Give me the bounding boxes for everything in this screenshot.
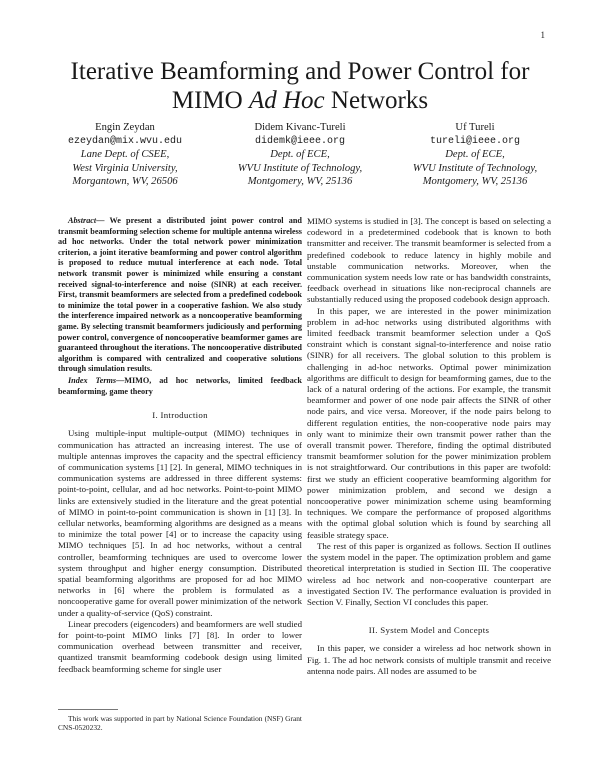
- author-name: Uf Tureli: [455, 122, 495, 133]
- right-column: [307, 216, 551, 677]
- author-3: [390, 121, 560, 189]
- title-italic: Ad Hoc: [248, 87, 325, 114]
- left-column: [58, 216, 302, 675]
- title-suffix: Networks: [330, 87, 429, 114]
- paper-title: [0, 57, 600, 115]
- title-line-1: Iterative Beamforming and Power Control for: [70, 58, 530, 85]
- author-email: ezeydan@mix.wvu.edu: [67, 135, 183, 147]
- author-name: Didem Kivanc-Tureli: [254, 122, 346, 133]
- title-prefix: MIMO: [171, 87, 243, 114]
- paragraph: Linear precoders (eigencoders) and beamformers are well studied for point-to-point MIMO links [7] [8]. In order to lower communication overhead between transmitter and receiver, quantized transmit beamforming codebook design using limited feedback beamforming scheme for single user: [58, 618, 302, 674]
- author-institution: WVU Institute of Technology,: [412, 162, 538, 174]
- abstract: [58, 216, 302, 375]
- paragraph: Using multiple-input multiple-output (MIMO) techniques in communication has attracted an increasing interest. The use of multiple antennas improves the capacity and the spectral efficiency of communication systems [1] [2]. In general, MIMO techniques in communication systems are addressed in three different systems: point-to-point, cellular, and ad hoc networks. Point-to-point MIMO links are extensively studied in the literature and the great potential of MIMO in point-to-point communication is shown in [1] [3]. In cellular networks, beamforming algorithms are designed as a means to minimize the total power [4] or to increase the capacity using MIMO techniques [5]. In ad hoc networks, without a central controller, beamforming techniques are used to overcome lower system throughput and higher energy consumption. Distributed spatial beamforming algorithms are proposed for ad hoc MIMO networks in [6] where the problem is formulated as a noncooperative game for overall power minimization of the network under a quality-of-service (QoS) constraint.: [58, 428, 302, 618]
- section-heading-introduction: I. Introduction: [152, 410, 208, 421]
- author-dept: Lane Dept. of CSEE,: [80, 149, 170, 160]
- author-dept: Dept. of ECE,: [270, 149, 330, 160]
- paragraph: The rest of this paper is organized as follows. Section II outlines the system model in the paper. The optimization problem and game theoretical interpretation is studied in Section III. The cooperative wireless ad hoc network and non-cooperative counterpart are investigated Section IV. The performance evaluation is provided in Section V. Finally, Section VI concludes this paper.: [307, 540, 551, 607]
- author-location: Montgomery, WV, 25136: [422, 176, 528, 187]
- author-email: didemk@ieee.org: [254, 135, 345, 147]
- title-line-2: [0, 86, 600, 115]
- author-1: [40, 121, 210, 189]
- paragraph: In this paper, we are interested in the power minimization problem in ad-hoc networks using distributed algorithms with limited feedback transmit beamformer selection under a QoS constraint which is constant signal-to-interference and noise ratio (SINR) for all receivers. The global solution to this problem is challenging in ad-hoc networks. Optimal power minimization algorithms are difficult to design for beamforming games, due to the lack of a natural ordering of the actions. For example, the transmit beamformer and power of one node pair affects the SINR of other node pairs, and vice versa. Moreover, if the node pairs belong to different regulation entities, the non-cooperative node pairs may only want to minimize their own transmit power rather than the overall transmit power. Therefore, finding the optimal distributed transmit beamformer solution for the power minimization problem is not straightforward. Our contributions in this paper are twofold: first we study an efficient cooperative beamforming algorithm for power minimization problem, and second we design a noncooperative power minimization scheme using beamforming techniques. We compare the performance of proposed algorithms with the optimal global solution which is found by searching all feasible strategy space.: [307, 305, 551, 540]
- footnote: This work was supported in part by National Science Foundation (NSF) Grant CNS-0520232.: [58, 714, 302, 733]
- index-terms: [58, 376, 302, 397]
- author-email: tureli@ieee.org: [429, 135, 520, 147]
- author-institution: WVU Institute of Technology,: [237, 162, 363, 174]
- footnote-divider: [58, 709, 118, 710]
- author-location: Morgantown, WV, 26506: [72, 176, 178, 187]
- abstract-text: — We present a distributed joint power control and transmit beamforming selection scheme for multiple antenna wireless ad hoc networks. Under the total network power minimization criterion, a joint iterative beamforming and power control algorithm is proposed to reduce mutual interference at each node. Total network transmit power is minimized while ensuring a constant received signal-to-interference and noise (SINR) at each receiver. First, transmit beamformers are selected from a predefined codebook to minimize the total power in a cooperative fashion. We also study the interference impaired network as a noncooperative beamforming game. By selecting transmit beamformers judiciously and performing power control, convergence of noncooperative beamformer games are guaranteed throughout the iterations. The noncooperative distributed algorithm is compared with centralized and cooperative solutions through simulation results.: [58, 216, 302, 374]
- index-terms-text: —MIMO, ad hoc networks, limited feedback beamforming, game theory: [58, 375, 302, 396]
- section-heading-system-model: II. System Model and Concepts: [368, 625, 490, 636]
- author-name: Engin Zeydan: [95, 122, 155, 133]
- index-terms-label: Index Terms: [68, 375, 117, 385]
- author-2: [215, 121, 385, 189]
- author-institution: West Virginia University,: [72, 162, 178, 174]
- author-block: [40, 121, 560, 189]
- paragraph: In this paper, we consider a wireless ad hoc network shown in Fig. 1. The ad hoc network consists of multiple transmit and receive antenna node pairs. All nodes are assumed to be: [307, 643, 551, 676]
- abstract-label: Abstract: [68, 216, 97, 225]
- page-number: 1: [540, 30, 545, 40]
- author-location: Montgomery, WV, 25136: [247, 176, 353, 187]
- paragraph: MIMO systems is studied in [3]. The concept is based on selecting a codeword in a predetermined codebook that is known to both transmitter and receiver. The transmit beamformer is selected from a predefined codebook to reduce latency in highly mobile and unstable communication networks. Moreover, when the communication system needs low rate or has bandwidth constraints, feedback overhead in situations like non-reciprocal channels are substantially reduced using the proposed codebook design approach.: [307, 216, 551, 305]
- author-dept: Dept. of ECE,: [445, 149, 505, 160]
